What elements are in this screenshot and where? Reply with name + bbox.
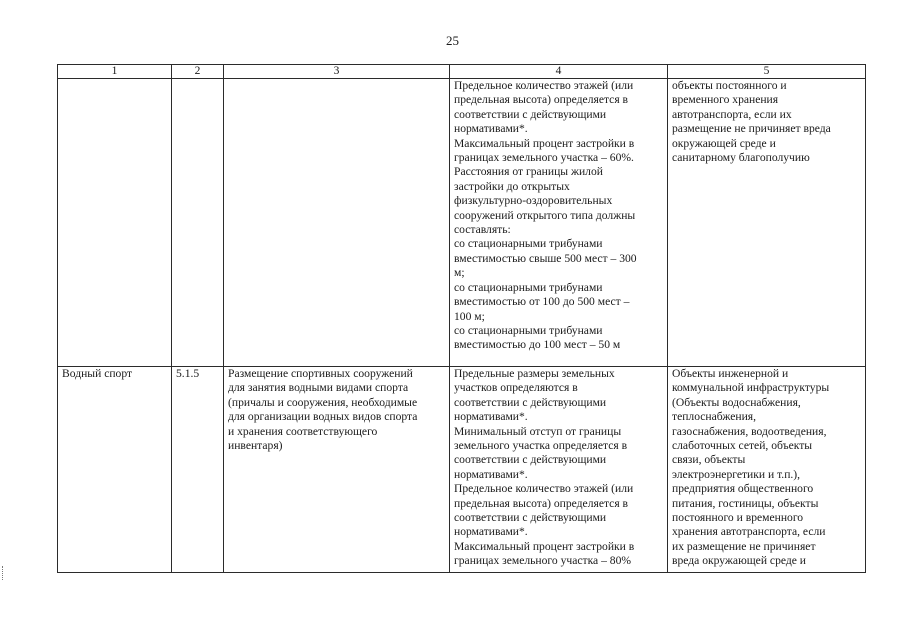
table-cell <box>450 79 668 367</box>
cell-text <box>176 79 219 366</box>
parameters-text: Предельные размеры земельных участков определяются в соответствии с действующими нормативами*. Минимальный отступ от границы земельного участка определяется в соответствии с действующими нормативами*. Предельное количество этажей (или предельная высота) определяется в соответствии с действующими нормативами*. Максимальный процент застройки в границах земельного участка – 80% <box>454 367 635 568</box>
cell-text <box>228 79 445 366</box>
table-cell <box>58 367 172 573</box>
zoning-table <box>57 64 866 573</box>
cell-text: объекты постоянного и временного хранения автотранспорта, если их размещение не причиняет вреда окружающей среде и санитарному благополучию <box>672 79 831 165</box>
table-row <box>58 367 866 573</box>
table-cell <box>58 79 172 367</box>
table-cell <box>172 79 224 367</box>
table-cell <box>450 367 668 573</box>
table-header-row <box>58 65 866 79</box>
table-cell <box>668 367 866 573</box>
table-cell <box>224 79 450 367</box>
page-number: 25 <box>446 33 459 48</box>
column-header: 4 <box>450 65 668 79</box>
table-cell <box>668 79 866 367</box>
table-row <box>58 79 866 367</box>
column-header: 1 <box>58 65 172 79</box>
column-header: 2 <box>172 65 224 79</box>
table-cell <box>172 367 224 573</box>
table-cell <box>224 367 450 573</box>
cell-text <box>62 79 167 366</box>
activity-description: Размещение спортивных сооружений для занятия водными видами спорта (причалы и сооружения, необходимые для организации водных видов спорта и хранения соответствующего инвентаря) <box>228 367 418 453</box>
scan-margin-mark <box>2 566 6 580</box>
column-header: 3 <box>224 65 450 79</box>
activity-code: 5.1.5 <box>176 367 200 380</box>
cell-text: Предельное количество этажей (или предельная высота) определяется в соответствии с действующими нормативами*. Максимальный процент застройки в границах земельного участка – 60%. Расстояния от границы жилой застройки до открытых физкультурно-оздоровительных сооружений открытого типа должны составлять: со стационарными трибунами вместимостью свыше 500 мест – 300 м; со стационарными трибунами вместимостью от 100 до 500 мест – 100 м; со стационарными трибунами вместимостью до 100 мест – 50 м <box>454 79 637 352</box>
auxiliary-uses-text: Объекты инженерной и коммунальной инфраструктуры (Объекты водоснабжения, теплоснабжения, газоснабжения, водоотведения, слаботочных сетей, объекты связи, объекты электроэнергетики и т.п.), предприятия общественного питания, гостиницы, объекты постоянного и временного хранения автотранспорта, если их размещение не причиняет вреда окружающей среде и <box>672 367 830 568</box>
column-header: 5 <box>668 65 866 79</box>
activity-name: Водный спорт <box>62 367 133 380</box>
